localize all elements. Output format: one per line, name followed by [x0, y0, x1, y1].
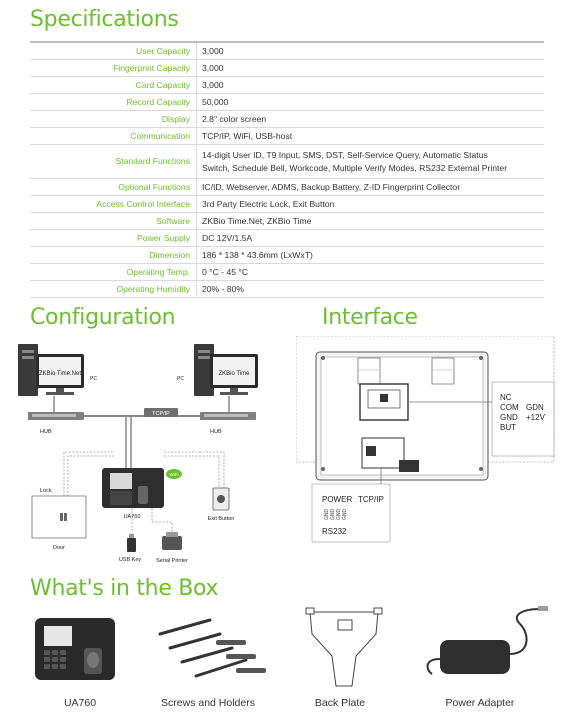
spec-row — [30, 94, 544, 111]
specifications-title: Specifications — [30, 7, 179, 32]
spec-value: DC 12V/1.5A — [202, 232, 253, 243]
spec-row — [30, 60, 544, 77]
box-power-adapter-image — [427, 606, 548, 674]
ua760-label: UA760 — [123, 514, 141, 520]
box-caption-screws: Screws and Holders — [161, 697, 255, 709]
ua760-device — [102, 468, 164, 520]
spec-label: Display — [30, 111, 197, 128]
door — [32, 496, 86, 551]
spec-label: Record Capacity — [30, 94, 197, 111]
hub-left — [28, 412, 84, 435]
iface-gdn: GDN — [526, 403, 544, 412]
spec-label: Software — [30, 213, 197, 230]
monitor-right-label: ZKBio Time — [218, 371, 250, 377]
spec-value: 50,000 — [202, 96, 229, 107]
iface-com: COM — [500, 403, 519, 412]
configuration-diagram — [14, 336, 299, 568]
serial-printer-label: Serial Printer — [156, 558, 188, 564]
spec-label: Access Control Interface — [30, 196, 197, 213]
hub-right — [200, 412, 256, 435]
spec-value: 3,000 — [202, 45, 224, 56]
spec-value: 3,000 — [202, 62, 224, 73]
spec-value: 0 °C - 45 °C — [202, 266, 249, 277]
spec-label: Dimension — [30, 247, 197, 264]
spec-label: Optional Functions — [30, 179, 197, 196]
iface-pin-gnd-1: GND — [324, 508, 330, 520]
spec-row — [30, 247, 544, 264]
box-screws-image — [160, 620, 246, 676]
svg-text:HUB: HUB — [40, 429, 52, 435]
monitor-left-label: ZKBio Time.Net — [38, 371, 82, 377]
whats-in-box-title: What's in the Box — [30, 576, 219, 601]
spec-row — [30, 179, 544, 196]
spec-value: 3rd Party Electric Lock, Exit Button — [202, 198, 335, 209]
spec-value: ZKBio Time.Net, ZKBio Time — [202, 215, 312, 226]
iface-pin-gnd-2: GND — [330, 508, 336, 520]
wifi-badge — [166, 469, 182, 479]
configuration-title: Configuration — [30, 305, 176, 330]
iface-nc: NC — [500, 393, 512, 402]
spec-row — [30, 196, 544, 213]
iface-power: POWER — [322, 495, 353, 504]
spec-value: 3,000 — [202, 79, 224, 90]
spec-label: Power Supply — [30, 230, 197, 247]
spec-row — [30, 264, 544, 281]
box-back-plate-image — [306, 608, 382, 686]
spec-label: Operating Humidity — [30, 281, 197, 298]
spec-value: 20% - 80% — [202, 283, 245, 294]
iface-rs232: RS232 — [322, 527, 347, 536]
lock-label: Lock — [40, 488, 52, 494]
box-caption-back-plate: Back Plate — [314, 697, 366, 709]
iface-gnd: GND — [500, 413, 518, 422]
spec-row — [30, 77, 544, 94]
iface-pin-gnd-3: GND — [336, 508, 342, 520]
serial-printer — [156, 532, 188, 564]
box-caption-power-adapter: Power Adapter — [445, 697, 515, 709]
svg-text:HUB: HUB — [210, 429, 222, 435]
spec-row — [30, 213, 544, 230]
spec-label: Operating Temp. — [30, 264, 197, 281]
usb-key-label: USB Key — [118, 557, 142, 563]
pc-left — [18, 344, 97, 396]
pc-right-label: PC — [177, 376, 184, 382]
exit-button-device — [208, 488, 235, 522]
spec-value: IC/ID, Webserver, ADMS, Backup Battery, Z-ID Fingerprint Collector — [202, 181, 461, 192]
box-ua760-image — [35, 618, 115, 680]
iface-12v: +12V — [526, 413, 545, 422]
spec-table — [30, 41, 544, 298]
tcpip-label: TCP/IP — [152, 411, 170, 417]
spec-label: Fingerprint Capacity — [30, 60, 197, 77]
spec-label: Card Capacity — [30, 77, 197, 94]
pc-left-label: PC — [90, 376, 97, 382]
pc-right — [177, 344, 258, 396]
spec-row — [30, 145, 544, 179]
interface-title: Interface — [322, 305, 418, 330]
iface-pin-gnd-4: GND — [342, 508, 348, 520]
interface-diagram — [296, 336, 556, 568]
spec-value-line: Switch, Schedule Bell, Workcode, Multiple Verify Modes, RS232 External Printer — [202, 162, 508, 173]
spec-value: TCP/IP, WiFi, USB-host — [202, 130, 293, 141]
box-contents — [20, 604, 560, 694]
exit-button-label: Exit Button — [207, 516, 235, 522]
iface-tcpip: TCP/IP — [358, 495, 384, 504]
spec-row — [30, 230, 544, 247]
spec-label: Standard Functions — [30, 145, 197, 179]
spec-value: 186 * 138 * 43.6mm (LxWxT) — [202, 249, 313, 260]
spec-row — [30, 42, 544, 60]
spec-label: Communication — [30, 128, 197, 145]
usb-key — [119, 534, 142, 563]
spec-row — [30, 128, 544, 145]
door-label: Door — [53, 545, 65, 551]
spec-row — [30, 281, 544, 298]
iface-but: BUT — [500, 423, 516, 432]
spec-row — [30, 111, 544, 128]
spec-value — [197, 145, 545, 179]
spec-label: User Capacity — [30, 42, 197, 60]
spec-value-line: 14-digit User ID, T9 Input, SMS, DST, Self-Service Query, Automatic Status — [202, 149, 488, 160]
svg-text:WiFi: WiFi — [169, 472, 179, 477]
box-caption-ua760: UA760 — [63, 697, 97, 709]
spec-value: 2.8" color screen — [202, 113, 267, 124]
